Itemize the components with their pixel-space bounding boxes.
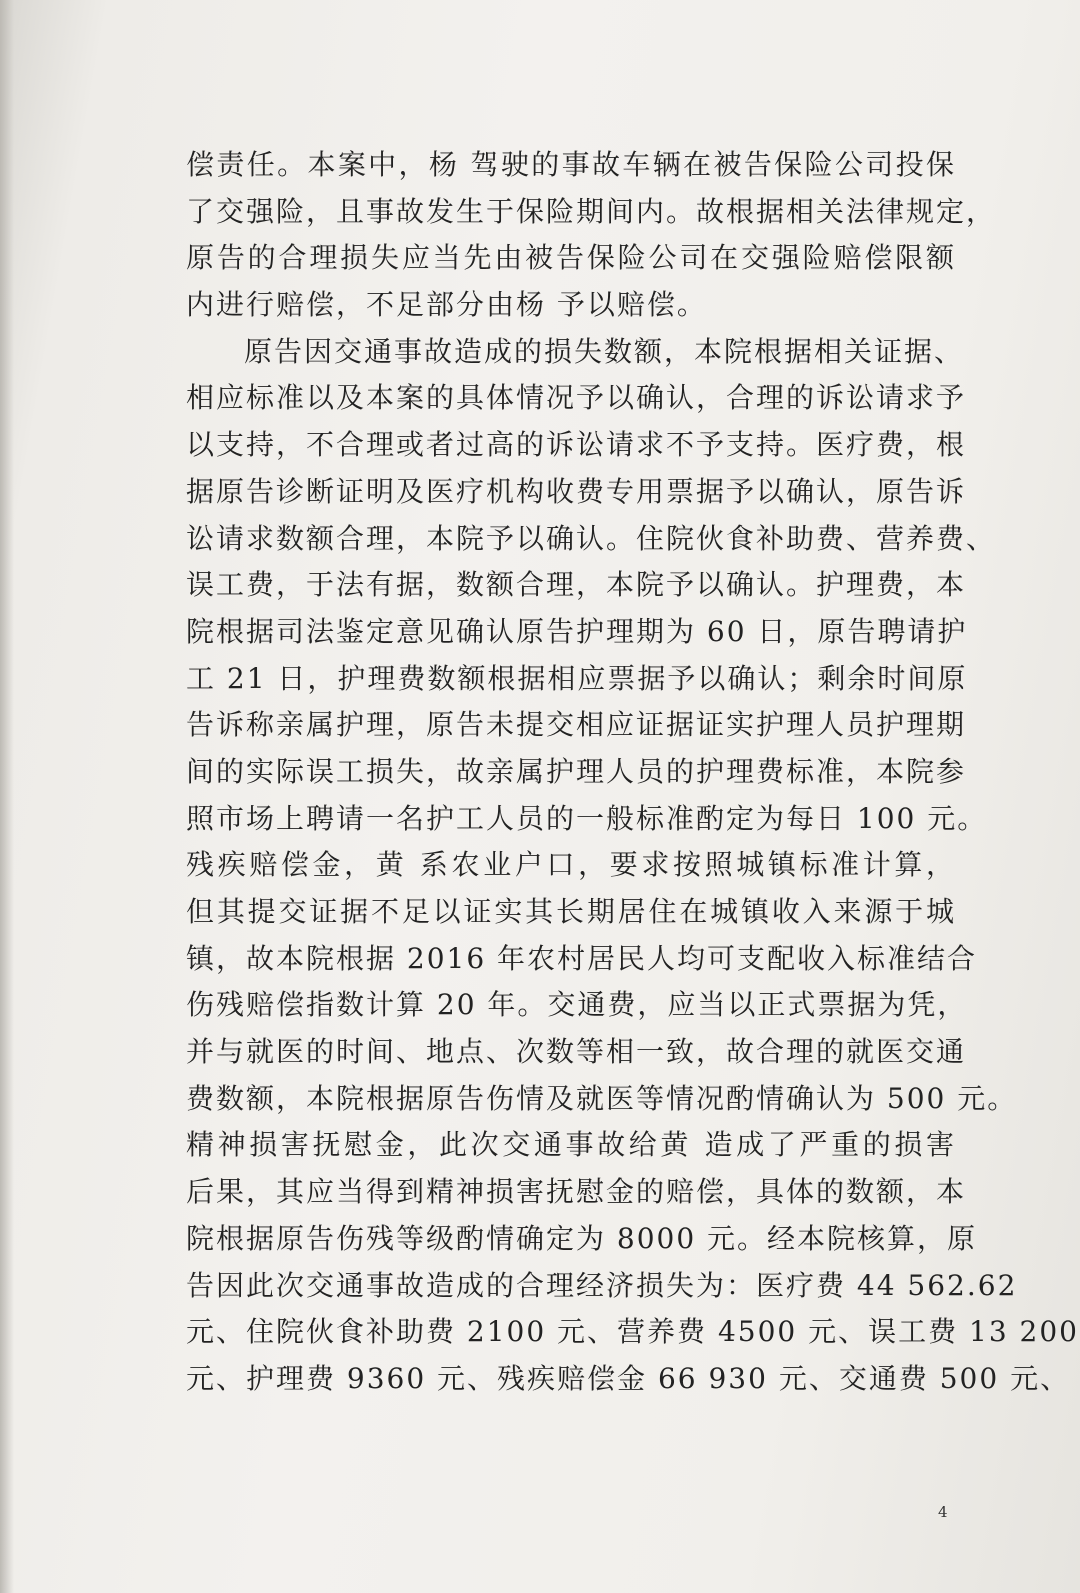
text-line: 据原告诊断证明及医疗机构收费专用票据予以确认，原告诉 — [186, 474, 967, 508]
text-line: 残疾赔偿金，黄 系农业户口，要求按照城镇标准计算， — [186, 848, 956, 882]
text-line: 元、护理费 9360 元、残疾赔偿金 66 930 元、交通费 500 元、 — [186, 1361, 1071, 1395]
text-line: 偿责任。本案中，杨 驾驶的事故车辆在被告保险公司投保 — [186, 148, 956, 181]
text-line: 相应标准以及本案的具体情况予以确认，合理的诉讼请求予 — [186, 381, 967, 415]
judgment-body-text — [186, 142, 1079, 1403]
text-line: 原告的合理损失应当先由被告保险公司在交强险赔偿限额 — [186, 241, 956, 275]
text-line: 镇，故本院根据 2016 年农村居民人均可支配收入标准结合 — [186, 941, 978, 975]
text-line: 并与就医的时间、地点、次数等相一致，故合理的就医交通 — [186, 1035, 967, 1069]
text-line: 费数额，本院根据原告伤情及就医等情况酌情确认为 500 元。 — [186, 1081, 1018, 1115]
text-line: 但其提交证据不足以证实其长期居住在城镇收入来源于城 — [186, 895, 956, 928]
text-line: 告因此次交通事故造成的合理经济损失为：医疗费 44 562.62 — [186, 1268, 1018, 1302]
text-line: 间的实际误工损失，故亲属护理人员的护理费标准，本院参 — [186, 754, 967, 788]
text-line: 精神损害抚慰金，此次交通事故给黄 造成了严重的损害 — [186, 1128, 956, 1162]
text-line: 元、住院伙食补助费 2100 元、营养费 4500 元、误工费 13 200 — [186, 1315, 1079, 1349]
page-number: 4 — [938, 1503, 948, 1521]
paragraph-first-line: 原告因交通事故造成的损失数额，本院根据相关证据、 — [244, 334, 965, 368]
text-line: 伤残赔偿指数计算 20 年。交通费，应当以正式票据为凭， — [186, 988, 968, 1022]
text-line: 讼请求数额合理，本院予以确认。住院伙食补助费、营养费、 — [186, 521, 997, 555]
text-line: 了交强险，且事故发生于保险期间内。故根据相关法律规定， — [186, 194, 997, 228]
text-line: 工 21 日，护理费数额根据相应票据予以确认；剩余时间原 — [186, 661, 968, 695]
page-fold-shadow — [0, 0, 14, 1593]
text-line: 院根据司法鉴定意见确认原告护理期为 60 日，原告聘请护 — [186, 614, 968, 648]
text-line: 后果，其应当得到精神损害抚慰金的赔偿，具体的数额，本 — [186, 1175, 967, 1209]
text-line: 告诉称亲属护理，原告未提交相应证据证实护理人员护理期 — [186, 708, 967, 742]
text-line: 以支持，不合理或者过高的诉讼请求不予支持。医疗费，根 — [186, 428, 967, 462]
text-line: 内进行赔偿，不足部分由杨 予以赔偿。 — [186, 288, 707, 322]
text-line: 误工费，于法有据，数额合理，本院予以确认。护理费，本 — [186, 568, 967, 602]
text-line: 照市场上聘请一名护工人员的一般标准酌定为每日 100 元。 — [186, 801, 988, 835]
text-line: 院根据原告伤残等级酌情确定为 8000 元。经本院核算，原 — [186, 1221, 978, 1255]
